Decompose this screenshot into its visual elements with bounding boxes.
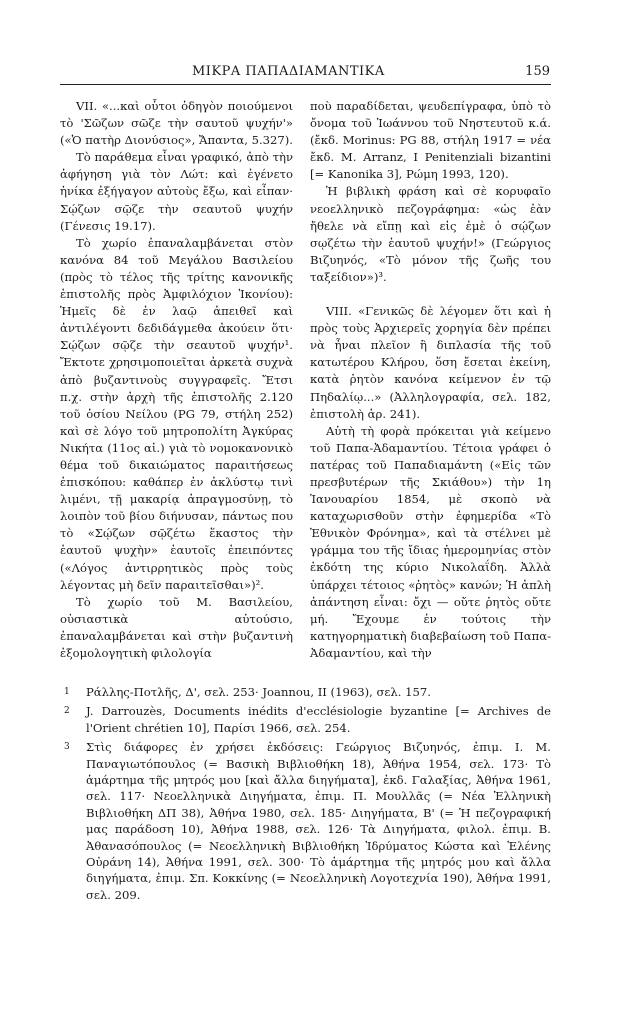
running-header bbox=[60, 64, 550, 84]
header-rule bbox=[60, 84, 551, 85]
left-column bbox=[60, 98, 293, 662]
page-number: 159 bbox=[525, 64, 550, 79]
footnote-text: Στὶς διάφορες ἐν χρήσει ἐκδόσεις: Γεώργιος Βιζυηνός, ἐπιμ. Ι. Μ. Παναγιωτόπουλος (= Βασικὴ Βιβλιοθήκη 18), Ἀθήνα 1954, σελ. 173· Τὸ ἁμάρτημα τῆς μητρός μου [καὶ ἄλλα διηγήματα], ἐκδ. Γαλαξίας, Ἀθήνα 1961, σελ. 117· Νεοελληνικὰ Διηγήματα, ἐπιμ. Π. Μουλλᾶς (= Νέα Ἑλληνικὴ Βιβλιοθήκη ΔΠ 38), Ἀθήνα 1980, σελ. 185· Διηγήματα, Β' (= Ἡ πεζογραφική μας παράδοση 10), Ἀθήνα 1988, σελ. 126· Τὰ Διηγήματα, φιλολ. ἐπιμ. Β. Ἀθανασόπουλος (= Νεοελληνικὴ Βιβλιοθήκη Ἱδρύματος Κώστα καὶ Ἑλένης Οὐράνη 14), Ἀθήνα 1991, σελ. 300· Τὸ ἁμάρτημα τῆς μητρός μου καὶ ἄλλα διηγήματα, ἐπιμ. Σπ. Κοκκίνης (= Νεοελληνικὴ Λογοτεχνία 190), Ἀθήνα 1991, σελ. 209. bbox=[86, 740, 551, 902]
footnote-number: 1 bbox=[64, 687, 70, 697]
paragraph: ποὺ παραδίδεται, ψευδεπίγραφα, ὑπὸ τὸ ὄνομα τοῦ Ἰωάννου τοῦ Νηστευτοῦ κ.ά. (ἔκδ. Morinus: PG 88, στήλη 1917 = νέα ἔκδ. M. Arranz, I Penitenziali bizantini [= Kanonika 3], Ρώμη 1993, 120). bbox=[310, 99, 551, 182]
paragraph: Ἡ βιβλικὴ φράση καὶ σὲ κορυφαῖο νεοελληνικὸ πεζογράφημα: «ὡς ἐὰν ἤθελε νὰ εἴπῃ καὶ εἰς ἐμὲ ὁ σῴζων σῳζέτω τὴν ἑαυτοῦ ψυχήν!» (Γεώργιος Βιζυηνός, «Τὸ μόνον τῆς ζωῆς του ταξείδιον»)³. bbox=[310, 184, 551, 284]
paragraph: Αὐτὴ τὴ φορὰ πρόκειται γιὰ κείμενο τοῦ Παπα-Ἀδαμαντίου. Τέτοια γράφει ὁ πατέρας τοῦ Παπαδιαμάντη («Εἰς τῶν πρεσβυτέρων τῆς Σκιάθου») τὴν 1η Ἰανουαρίου 1854, μὲ σκοπὸ νὰ καταχωρισθοῦν στὴν ἐφημερίδα «Τὸ Ἐθνικὸν Φρόνημα», καὶ τὰ στέλνει μὲ γράμμα του τῆς ἴδιας ἡμερομηνίας στὸν ἐκδότη της κύριο Νικολαΐδη. Ἀλλὰ ὑπάρχει τέτοιος «ῥητὸς» κανών; Ἡ ἁπλὴ ἀπάντηση εἶναι: ὄχι — οὔτε ῥητὸς οὔτε μή. Ἔχουμε ἐν τούτοις τὴν κατηγορηματικὴ διαβεβαίωση τοῦ Παπα-Ἀδαμαντίου, καὶ τὴν bbox=[310, 423, 551, 660]
header-title: ΜΙΚΡΑ ΠΑΠΑΔΙΑΜΑΝΤΙΚΑ bbox=[192, 64, 385, 79]
footnote bbox=[60, 684, 551, 700]
right-column bbox=[310, 98, 551, 662]
paragraph: Τὸ χωρίο ἐπαναλαμβάνεται στὸν κανόνα 84 τοῦ Μεγάλου Βασιλείου (πρὸς τὸ τέλος τῆς τρίτης κανονικῆς ἐπιστολῆς πρὸς Ἀμφιλόχιον Ἰκονίου): Ἡμεῖς δὲ ἐν λαῷ ἀπειθεῖ καὶ ἀντιλέγοντι δεδιδάγμεθα ἀκούειν ὅτι· Σῴζων σῷζε τὴν σεαυτοῦ ψυχήν¹. Ἔκτοτε χρησιμοποιεῖται ἀρκετὰ συχνὰ ἀπὸ βυζαντινοὺς συγγραφεῖς. Ἔτσι π.χ. στὴν ἀρχὴ τῆς ἐπιστολῆς 2.120 τοῦ ὁσίου Νείλου (PG 79, στήλη 252) καὶ σὲ λόγο τοῦ μητροπολίτη Ἀγκύρας Νικήτα (11ος αἰ.) γιὰ τὸ νομοκανονικὸ θέμα τοῦ δικαιώματος παραιτήσεως ἐπισκόπου: καθάπερ ἐν ἀκλύστῳ τινὶ λιμένι, τῇ μακαρίᾳ ἀπραγμοσύνῃ, τὸ λοιπὸν τοῦ βίου διήνυσαν, πάντως που τὸ «Σῴζων σῷζέτω ἕκαστος τὴν ἑαυτοῦ ψυχὴν» ἑαυτοῖς ἐπειπόντες («Λόγος ἀντιρρητικὸς πρὸς τοὺς λέγοντας μὴ δεῖν παραιτεῖσθαι»)². bbox=[60, 235, 293, 592]
footnote bbox=[60, 739, 551, 903]
paragraph: Τὸ παράθεμα εἶναι γραφικό, ἀπὸ τὴν ἀφήγηση γιὰ τὸν Λώτ: καὶ ἐγένετο ἡνίκα ἐξήγαγον αὐτοὺς ἔξω, καὶ εἶπαν· Σῴζων σῷζε τὴν σεαυτοῦ ψυχήν (Γένεσις 19.17). bbox=[60, 150, 293, 233]
footnote bbox=[60, 703, 551, 736]
footnote-text: Ράλλης-Ποτλῆς, Δ', σελ. 253· Joannou, II (1963), σελ. 157. bbox=[86, 685, 431, 699]
paragraph: Τὸ χωρίο τοῦ Μ. Βασιλείου, οὐσιαστικὰ αὐτούσιο, ἐπαναλαμβάνεται καὶ στὴν βυζαντινὴ ἐξομολογητικὴ φιλολογία bbox=[60, 594, 293, 660]
footnote-number: 2 bbox=[64, 706, 70, 717]
footnote-text: J. Darrouzès, Documents inédits d'ecclésiologie byzantine [= Archives de l'Orient chrétien 10], Παρίσι 1966, σελ. 254. bbox=[86, 704, 551, 735]
paragraph: VIII. «Γενικῶς δὲ λέγομεν ὅτι καὶ ἡ πρὸς τοὺς Ἀρχιερεῖς χορηγία δὲν πρέπει νὰ ἦναι πλεῖον ἢ διπλασία τῆς τοῦ κατωτέρου Κλήρου, ὅση ἔσεται ἐκείνη, κατὰ ῥητὸν κανόνα κείμενον ἐν τῷ Πηδαλίῳ...» (Ἀλληλογραφία, σελ. 182, ἐπιστολὴ ἀρ. 241). bbox=[310, 304, 551, 421]
footnotes bbox=[60, 684, 551, 906]
paragraph: VII. «...καὶ οὗτοι ὁδηγὸν ποιούμενοι τὸ 'Σῶζων σῶζε τὴν σαυτοῦ ψυχήν'» («Ὁ πατὴρ Διονύσιος», Ἄπαντα, 5.327). bbox=[60, 99, 293, 148]
footnote-number: 3 bbox=[64, 742, 70, 753]
